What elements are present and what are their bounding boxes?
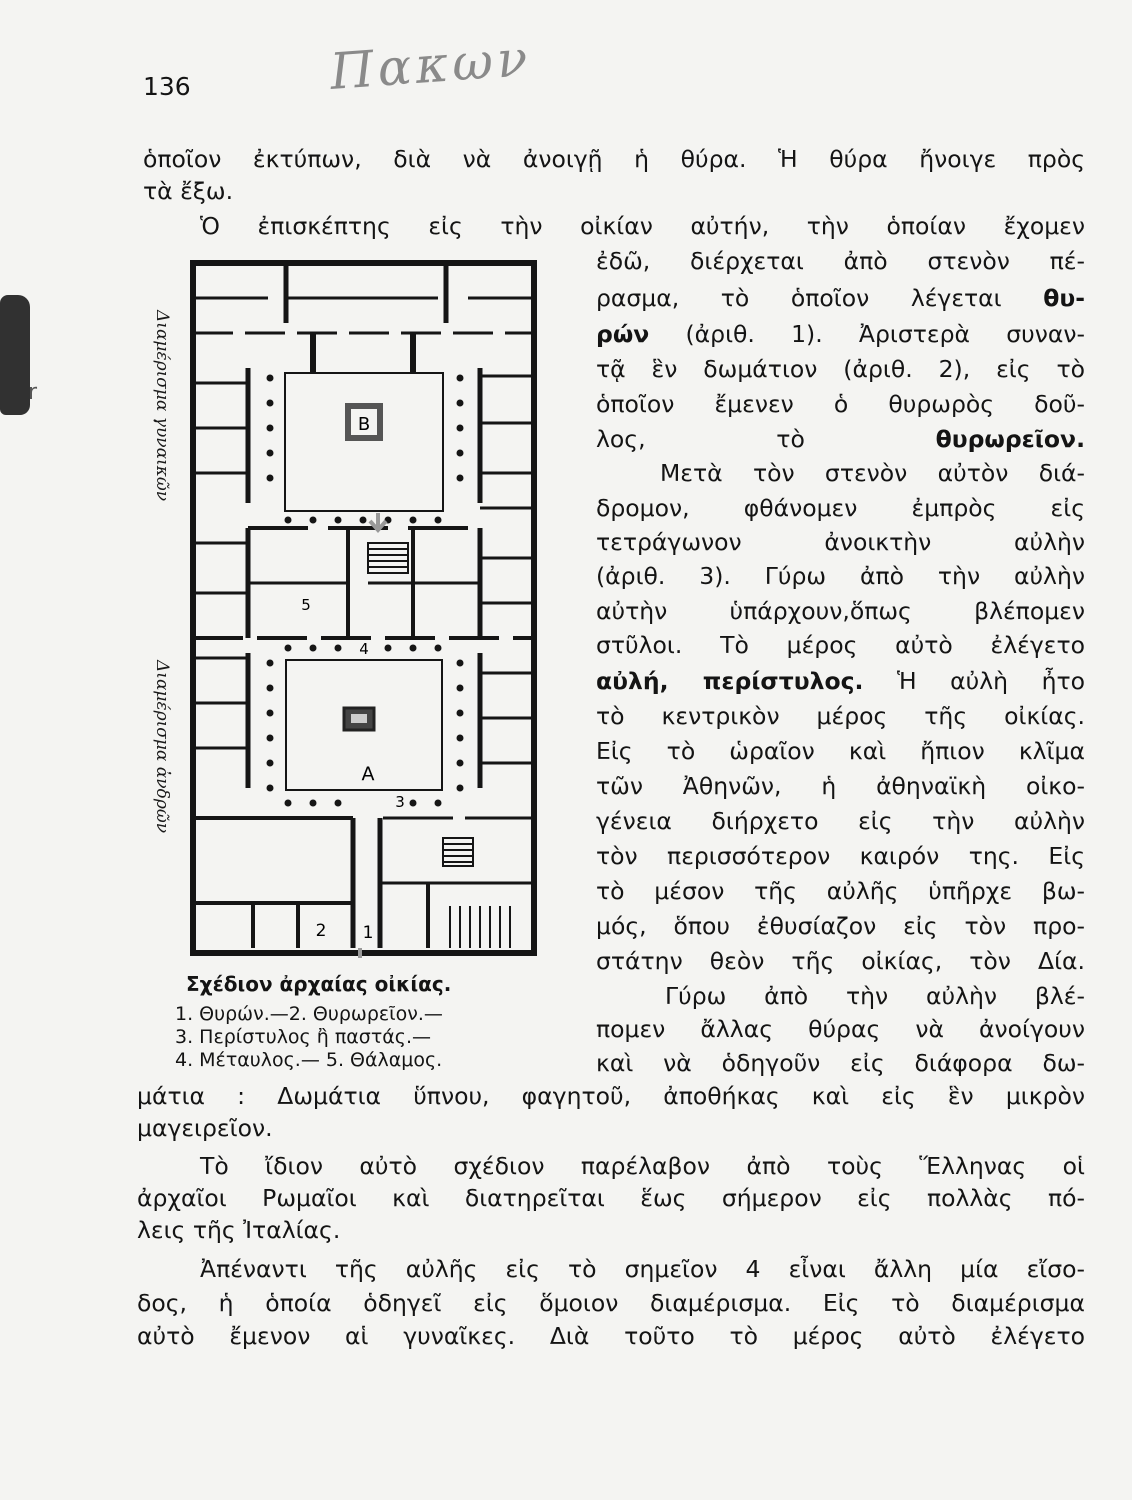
text-run: Γύρω ἀπὸ τὴν αὐλὴν βλέ-: [665, 982, 1085, 1010]
text-line: αὐτὸ ἔμενον αἱ γυναῖκες. Διὰ τοῦτο τὸ μέρος αὐτὸ ἐλέγετο: [137, 1322, 1085, 1350]
figure-caption-line: 1. Θυρών.—2. Θυρωρεῖον.—: [175, 1003, 443, 1025]
text-line: [596, 667, 1085, 695]
text-line: [596, 425, 1085, 453]
text-line: [596, 284, 1085, 312]
text-run: (ἀριθ. 1). Ἀριστερὰ συναν-: [685, 320, 1085, 348]
text-line: [596, 807, 1085, 835]
text-line: [596, 562, 1085, 590]
text-run: τᾷ ἓν δωμάτιον (ἀριθ. 2), εἰς τὸ: [596, 355, 1085, 383]
text-run: τῶν Ἀθηνῶν, ἡ ἀθηναϊκὴ οἰκο-: [596, 772, 1085, 800]
text-line: [596, 877, 1085, 905]
bold-term: αὐλή, περίστυλος.: [596, 667, 864, 695]
figure-caption-line: 4. Μέταυλος.— 5. Θάλαμος.: [175, 1049, 443, 1071]
text-run: λος, τὸ: [596, 425, 805, 453]
text-line: [596, 737, 1085, 765]
text-run: τὸ μέσον τῆς αὐλῆς ὑπῆρχε βω-: [596, 877, 1085, 905]
text-run: γένεια διήρχετο εἰς τὴν αὐλὴν: [596, 807, 1085, 835]
figure-caption-title: Σχέδιον ἀρχαίας οἰκίας.: [186, 972, 452, 996]
text-line: [596, 631, 1085, 659]
text-run: ὁποῖον ἔμενεν ὁ θυρωρὸς δοῦ-: [596, 390, 1085, 418]
text-line: [596, 842, 1085, 870]
text-line: [596, 597, 1085, 625]
text-line: Ὁ ἐπισκέπτης εἰς τὴν οἰκίαν αὐτήν, τὴν ὁποίαν ἔχομεν: [200, 212, 1085, 240]
text-run: (ἀριθ. 3). Γύρω ἀπὸ τὴν αὐλὴν: [596, 562, 1085, 590]
text-line: δος, ἡ ὁποία ὁδηγεῖ εἰς ὅμοιον διαμέρισμα. Εἰς τὸ διαμέρισμα: [137, 1289, 1085, 1317]
text-run: ρασμα, τὸ ὁποῖον λέγεται: [596, 284, 1002, 312]
plan-label-2: 2: [315, 921, 327, 941]
text-line: [596, 702, 1085, 730]
text-run: Εἰς τὸ ὡραῖον καὶ ἤπιον κλῖμα: [596, 737, 1085, 765]
text-line: [596, 1015, 1085, 1043]
text-line: Ἀπέναντι τῆς αὐλῆς εἰς τὸ σημεῖον 4 εἶναι ἄλλη μία εἴσο-: [200, 1255, 1085, 1283]
text-run: αὐτὴν ὑπάρχουν,ὅπως βλέπομεν: [596, 597, 1085, 625]
side-label-men: Διαμέρισμα ἀνδρῶν: [152, 660, 172, 834]
text-line: [596, 390, 1085, 418]
text-line: λεις τῆς Ἰταλίας.: [137, 1216, 341, 1244]
text-run: τὸ κεντρικὸν μέρος τῆς οἰκίας.: [596, 702, 1085, 730]
text-run: πομεν ἄλλας θύρας νὰ ἀνοίγουν: [596, 1015, 1085, 1043]
side-label-women: Διαμέρισμα γυναικῶν: [152, 310, 172, 502]
text-run: στάτην θεὸν τῆς οἰκίας, τὸν Δία.: [596, 947, 1085, 975]
text-line: ἀρχαῖοι Ρωμαῖοι καὶ διατηρεῖται ἕως σήμερον εἰς πολλὰς πό-: [137, 1184, 1085, 1212]
text-line: [596, 912, 1085, 940]
text-line: [596, 947, 1085, 975]
text-line: [665, 982, 1085, 1010]
plan-label-5: 5: [301, 596, 311, 614]
text-run: δρομον, φθάνομεν ἐμπρὸς εἰς: [596, 494, 1085, 522]
text-run: τετράγωνον ἀνοικτὴν αὐλὴν: [596, 528, 1085, 556]
plan-label-4: 4: [359, 640, 369, 658]
text-line: [660, 459, 1085, 487]
text-line: [596, 247, 1085, 275]
ink-smear: [0, 295, 30, 415]
plan-label-b: Β: [357, 414, 371, 435]
text-run: στῦλοι. Τὸ μέρος αὐτὸ ἐλέγετο: [596, 631, 1085, 659]
bold-term: θυρωρεῖον.: [935, 425, 1085, 453]
bold-term: ρών: [596, 320, 650, 348]
handwritten-note: Πακων: [328, 29, 534, 101]
text-line: ὁποῖον ἐκτύπων, διὰ νὰ ἀνοιγῇ ἡ θύρα. Ἡ θύρα ἤνοιγε πρὸς: [143, 145, 1085, 173]
house-floor-plan: [188, 258, 540, 958]
text-line: μαγειρεῖον.: [137, 1114, 273, 1142]
page-number: 136: [143, 72, 191, 101]
text-line: τὰ ἔξω.: [143, 177, 234, 205]
plan-label-a: Α: [361, 763, 375, 785]
text-run: μός, ὅπου ἐθυσίαζον εἰς τὸν προ-: [596, 912, 1085, 940]
text-line: [596, 1049, 1085, 1077]
ink-mark: r: [28, 380, 38, 405]
plan-label-3: 3: [395, 793, 405, 811]
text-run: ἐδῶ, διέρχεται ἀπὸ στενὸν πέ-: [596, 247, 1085, 275]
text-run: Ἡ αὐλὴ ἦτο: [897, 667, 1085, 695]
text-line: [596, 494, 1085, 522]
text-line: μάτια : Δωμάτια ὕπνου, φαγητοῦ, ἀποθήκας καὶ εἰς ἓν μικρὸν: [137, 1082, 1085, 1110]
text-line: [596, 320, 1085, 348]
figure-caption-line: 3. Περίστυλος ἢ παστάς.—: [175, 1026, 431, 1048]
bold-term: θυ-: [1043, 284, 1085, 312]
text-run: καὶ νὰ ὁδηγοῦν εἰς διάφορα δω-: [596, 1049, 1085, 1077]
text-line: [596, 528, 1085, 556]
text-line: [596, 772, 1085, 800]
text-run: Μετὰ τὸν στενὸν αὐτὸν διά-: [660, 459, 1085, 487]
plan-label-1: 1: [362, 923, 374, 943]
text-line: [596, 355, 1085, 383]
text-line: Τὸ ἴδιον αὐτὸ σχέδιον παρέλαβον ἀπὸ τοὺς Ἕλληνας οἱ: [200, 1152, 1085, 1180]
text-run: τὸν περισσότερον καιρόν της. Εἰς: [596, 842, 1085, 870]
